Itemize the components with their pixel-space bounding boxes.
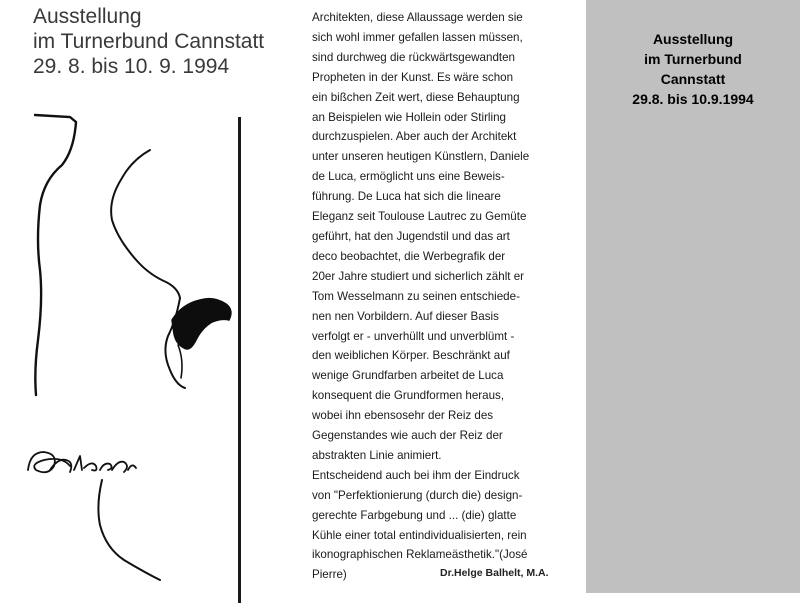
article-line: den weiblichen Körper. Beschränkt auf — [312, 349, 510, 363]
article-line: durchzuspielen. Aber auch der Architekt — [312, 130, 517, 144]
caption-text — [586, 29, 800, 109]
article-line: geführt, hat den Jugendstil und das art — [312, 229, 510, 243]
article-line: Entscheidend auch bei ihm der Eindruck — [312, 468, 520, 482]
caption-line-1: Ausstellung — [652, 31, 734, 47]
article-line: an Beispielen wie Hollein oder Stirling — [312, 110, 506, 124]
header-line-2: im Turnerbund Cannstatt — [33, 30, 265, 53]
article-line: Tom Wesselmann zu seinen entschiede- — [312, 289, 520, 303]
article-line: deco beobachtet, die Werbegrafik der — [312, 249, 506, 263]
article-line: unter unseren heutigen Künstlern, Daniele — [312, 150, 530, 164]
article-line: führung. De Luca hat sich die lineare — [312, 190, 501, 204]
article-line: Architekten, diese Allaussage werden sie — [312, 11, 523, 24]
article-line: nen nen Vorbildern. Auf dieser Basis — [312, 309, 499, 323]
article-line: Gegenstandes wie auch der Reiz der — [312, 429, 503, 443]
line-drawing-female-figure-icon — [0, 0, 300, 593]
figure-contour-back — [111, 150, 180, 298]
article-line: wobei ihn ebensosehr der Reiz des — [312, 409, 494, 423]
article-author: Dr.Helge Balhelt, M.A. — [440, 567, 549, 579]
article-line: ikonographischen Reklameästhetik."(José — [312, 548, 528, 562]
header-line-1: Ausstellung — [33, 5, 142, 28]
artist-signature-icon — [28, 452, 136, 472]
article-line: 20er Jahre studiert und sicherlich zählt er — [312, 269, 525, 283]
article-line: Kühle einer total entindividualisierten, rein — [312, 528, 527, 542]
figure-black-accent — [172, 299, 231, 349]
figure-contour-lower — [98, 480, 160, 580]
article-line: von "Perfektionierung (durch die) design- — [312, 488, 523, 502]
header-line-3: 29. 8. bis 10. 9. 1994 — [33, 55, 230, 78]
article-line: wenige Grundfarben arbeitet de Luca — [312, 369, 504, 383]
article-line: konsequent die Grundformen heraus, — [312, 389, 505, 403]
article-line: ein bißchen Zeit wert, diese Behauptung — [312, 90, 520, 104]
article-line: de Luca, ermöglicht uns eine Beweis- — [312, 170, 505, 184]
caption-line-4: 29.8. bis 10.9.1994 — [632, 91, 754, 107]
article-line: abstrakten Linie animiert. — [312, 448, 442, 462]
caption-line-3: Cannstatt — [660, 71, 726, 87]
article-line: sich wohl immer gefallen lassen müssen, — [312, 30, 523, 44]
article-text — [312, 8, 570, 585]
article-line: verfolgt er - unverhüllt und unverblümt - — [312, 329, 515, 343]
article-line: Propheten in der Kunst. Es wäre schon — [312, 70, 514, 84]
figure-inner-curve — [178, 345, 182, 378]
article-line: gerechte Farbgebung und ... (die) glatte — [312, 508, 517, 522]
vertical-divider-line — [238, 117, 241, 603]
figure-contour-left — [35, 115, 76, 395]
caption-line-2: im Turnerbund — [644, 51, 742, 67]
article-line: sind durchweg die rückwärtsgewandten — [312, 50, 516, 64]
caption-panel — [586, 0, 800, 593]
article-line: Pierre) — [312, 568, 347, 582]
article-line: Eleganz seit Toulouse Lautrec zu Gemüte — [312, 210, 527, 224]
